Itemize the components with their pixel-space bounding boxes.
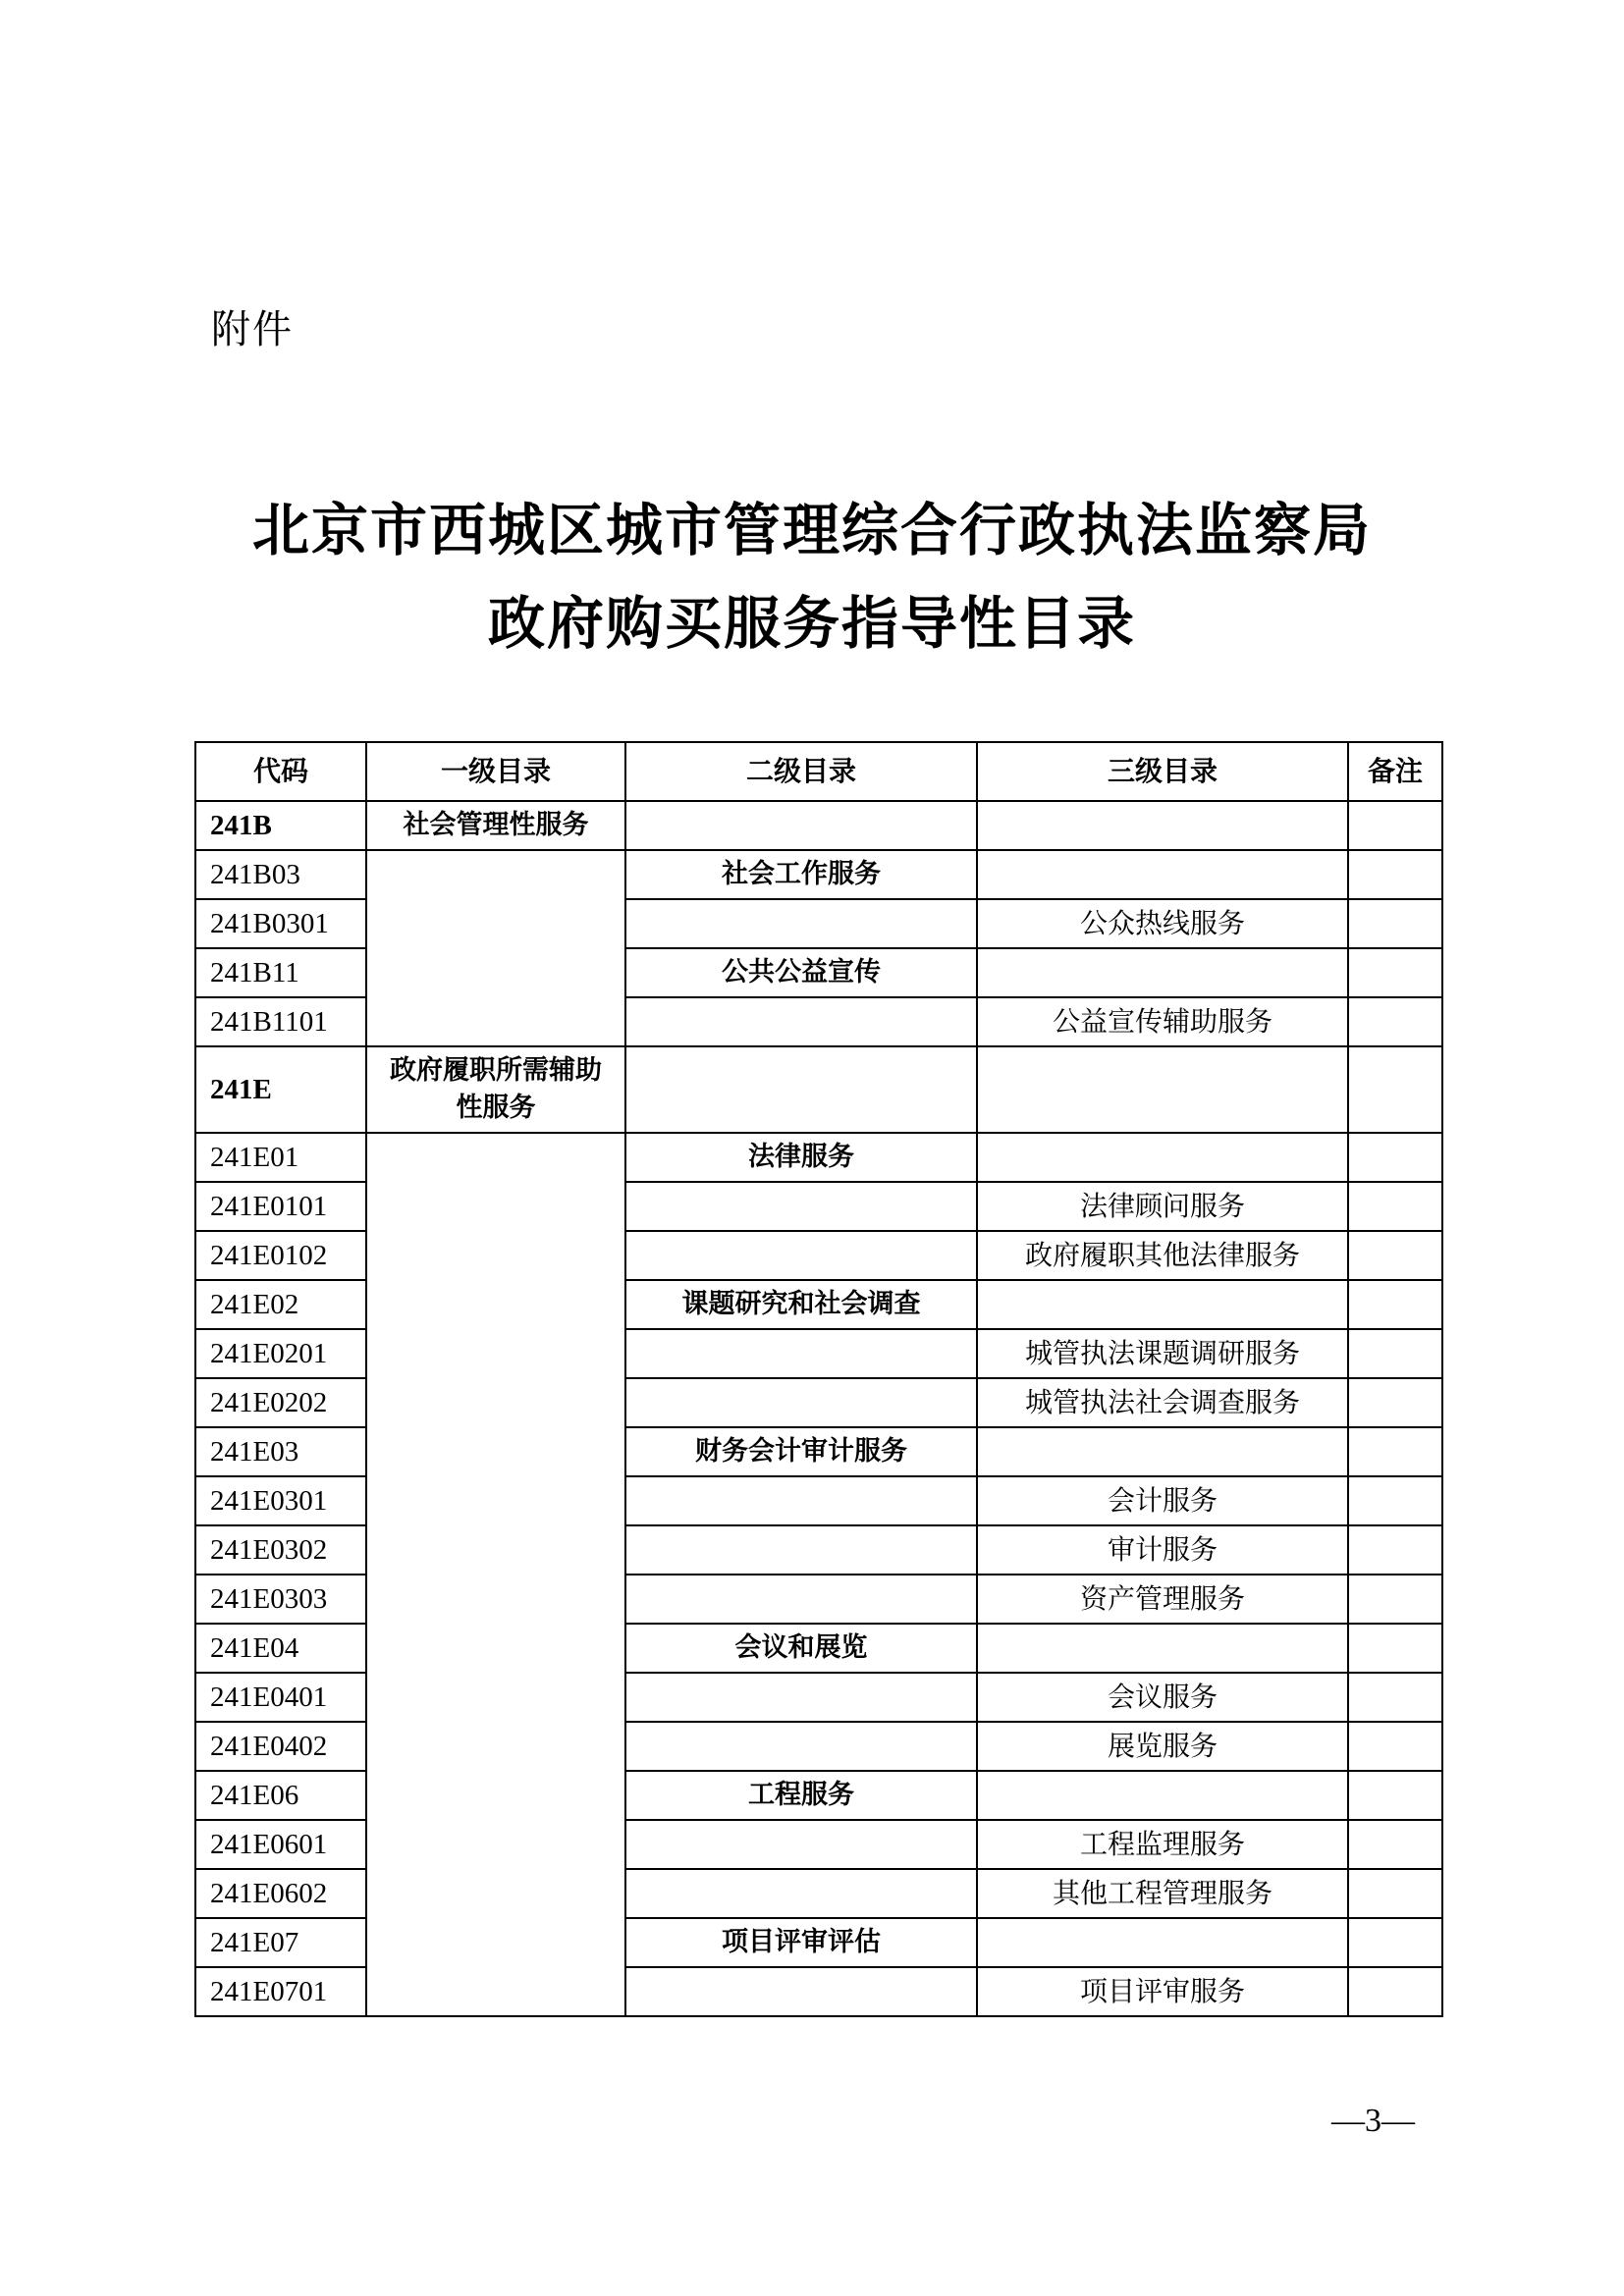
cell-level3: 其他工程管理服务 — [977, 1869, 1348, 1918]
cell-level2: 社会工作服务 — [625, 850, 977, 899]
cell-level3: 工程监理服务 — [977, 1820, 1348, 1869]
cell-code: 241E0301 — [195, 1476, 366, 1525]
cell-code: 241B1101 — [195, 997, 366, 1046]
cell-code: 241E0201 — [195, 1329, 366, 1378]
cell-note — [1348, 1525, 1442, 1575]
cell-level3: 法律顾问服务 — [977, 1182, 1348, 1231]
cell-level2: 财务会计审计服务 — [625, 1427, 977, 1476]
cell-code: 241E0202 — [195, 1378, 366, 1427]
cell-code: 241E03 — [195, 1427, 366, 1476]
cell-code: 241B03 — [195, 850, 366, 899]
cell-level2: 项目评审评估 — [625, 1918, 977, 1967]
table-row — [195, 1046, 1442, 1133]
cell-level2 — [625, 1046, 977, 1133]
table-row — [195, 801, 1442, 850]
table-row — [195, 850, 1442, 899]
cell-note — [1348, 1378, 1442, 1427]
column-header-level3: 三级目录 — [977, 742, 1348, 801]
cell-code: 241E04 — [195, 1624, 366, 1673]
document-title-line2: 政府购买服务指导性目录 — [487, 590, 1136, 657]
cell-code: 241E0601 — [195, 1820, 366, 1869]
cell-level3: 政府履职其他法律服务 — [977, 1231, 1348, 1280]
cell-level2 — [625, 801, 977, 850]
cell-level3: 会计服务 — [977, 1476, 1348, 1525]
cell-level3 — [977, 1427, 1348, 1476]
cell-level2 — [625, 1869, 977, 1918]
cell-level3: 项目评审服务 — [977, 1967, 1348, 2016]
cell-note — [1348, 1967, 1442, 2016]
cell-code: 241E0102 — [195, 1231, 366, 1280]
cell-code: 241E0101 — [195, 1182, 366, 1231]
cell-note — [1348, 1329, 1442, 1378]
cell-note — [1348, 1575, 1442, 1624]
cell-code: 241E0701 — [195, 1967, 366, 2016]
cell-code: 241E06 — [195, 1771, 366, 1820]
cell-level3: 城管执法课题调研服务 — [977, 1329, 1348, 1378]
cell-code: 241B — [195, 801, 366, 850]
column-header-level1: 一级目录 — [366, 742, 625, 801]
column-header-code: 代码 — [195, 742, 366, 801]
cell-note — [1348, 997, 1442, 1046]
cell-level3 — [977, 1280, 1348, 1329]
cell-level1: 社会管理性服务 — [366, 801, 625, 850]
cell-note — [1348, 850, 1442, 899]
cell-level1-merged — [366, 850, 625, 1046]
cell-note — [1348, 1918, 1442, 1967]
cell-note — [1348, 1820, 1442, 1869]
cell-code: 241E0303 — [195, 1575, 366, 1624]
cell-note — [1348, 1231, 1442, 1280]
cell-code: 241B0301 — [195, 899, 366, 948]
cell-level2 — [625, 1967, 977, 2016]
cell-level2 — [625, 1329, 977, 1378]
cell-level2 — [625, 1575, 977, 1624]
cell-level3 — [977, 1133, 1348, 1182]
cell-level3 — [977, 850, 1348, 899]
cell-level2: 课题研究和社会调查 — [625, 1280, 977, 1329]
table-header-row — [195, 742, 1442, 801]
cell-level2 — [625, 1378, 977, 1427]
cell-level3 — [977, 801, 1348, 850]
cell-code: 241E01 — [195, 1133, 366, 1182]
cell-code: 241E0602 — [195, 1869, 366, 1918]
cell-level3 — [977, 948, 1348, 997]
cell-code: 241E — [195, 1046, 366, 1133]
cell-level2 — [625, 1182, 977, 1231]
cell-note — [1348, 1280, 1442, 1329]
cell-level2: 公共公益宣传 — [625, 948, 977, 997]
column-header-note: 备注 — [1348, 742, 1442, 801]
cell-level3 — [977, 1771, 1348, 1820]
cell-level3: 公益宣传辅助服务 — [977, 997, 1348, 1046]
cell-level2: 法律服务 — [625, 1133, 977, 1182]
cell-code: 241E0302 — [195, 1525, 366, 1575]
cell-code: 241B11 — [195, 948, 366, 997]
cell-note — [1348, 1476, 1442, 1525]
cell-note — [1348, 1771, 1442, 1820]
cell-level3: 会议服务 — [977, 1673, 1348, 1722]
cell-level3 — [977, 1918, 1348, 1967]
cell-level1-merged — [366, 1133, 625, 2016]
cell-level2 — [625, 1476, 977, 1525]
cell-level2 — [625, 1231, 977, 1280]
cell-level3: 审计服务 — [977, 1525, 1348, 1575]
cell-code: 241E07 — [195, 1918, 366, 1967]
cell-note — [1348, 948, 1442, 997]
cell-level3: 展览服务 — [977, 1722, 1348, 1771]
cell-note — [1348, 1046, 1442, 1133]
page-number: —3— — [1331, 2103, 1415, 2139]
cell-level3: 城管执法社会调查服务 — [977, 1378, 1348, 1427]
cell-note — [1348, 1182, 1442, 1231]
document-title-line1: 北京市西城区城市管理综合行政执法监察局 — [251, 497, 1372, 563]
cell-note — [1348, 1133, 1442, 1182]
cell-note — [1348, 1869, 1442, 1918]
cell-code: 241E02 — [195, 1280, 366, 1329]
cell-note — [1348, 1673, 1442, 1722]
cell-note — [1348, 1427, 1442, 1476]
cell-level3: 公众热线服务 — [977, 899, 1348, 948]
cell-level2 — [625, 1820, 977, 1869]
cell-level2 — [625, 899, 977, 948]
cell-level3: 资产管理服务 — [977, 1575, 1348, 1624]
cell-note — [1348, 1624, 1442, 1673]
cell-level2 — [625, 1673, 977, 1722]
cell-code: 241E0402 — [195, 1722, 366, 1771]
cell-level2: 工程服务 — [625, 1771, 977, 1820]
cell-level2 — [625, 997, 977, 1046]
cell-level2 — [625, 1525, 977, 1575]
cell-level2 — [625, 1722, 977, 1771]
cell-code: 241E0401 — [195, 1673, 366, 1722]
cell-level3 — [977, 1624, 1348, 1673]
cell-level1: 政府履职所需辅助性服务 — [366, 1046, 625, 1133]
cell-note — [1348, 801, 1442, 850]
table-row — [195, 1133, 1442, 1182]
attachment-label: 附件 — [211, 307, 294, 352]
table-body — [195, 801, 1442, 2016]
cell-level3 — [977, 1046, 1348, 1133]
service-catalog-table — [194, 741, 1443, 2017]
cell-note — [1348, 1722, 1442, 1771]
cell-note — [1348, 899, 1442, 948]
cell-level2: 会议和展览 — [625, 1624, 977, 1673]
column-header-level2: 二级目录 — [625, 742, 977, 801]
